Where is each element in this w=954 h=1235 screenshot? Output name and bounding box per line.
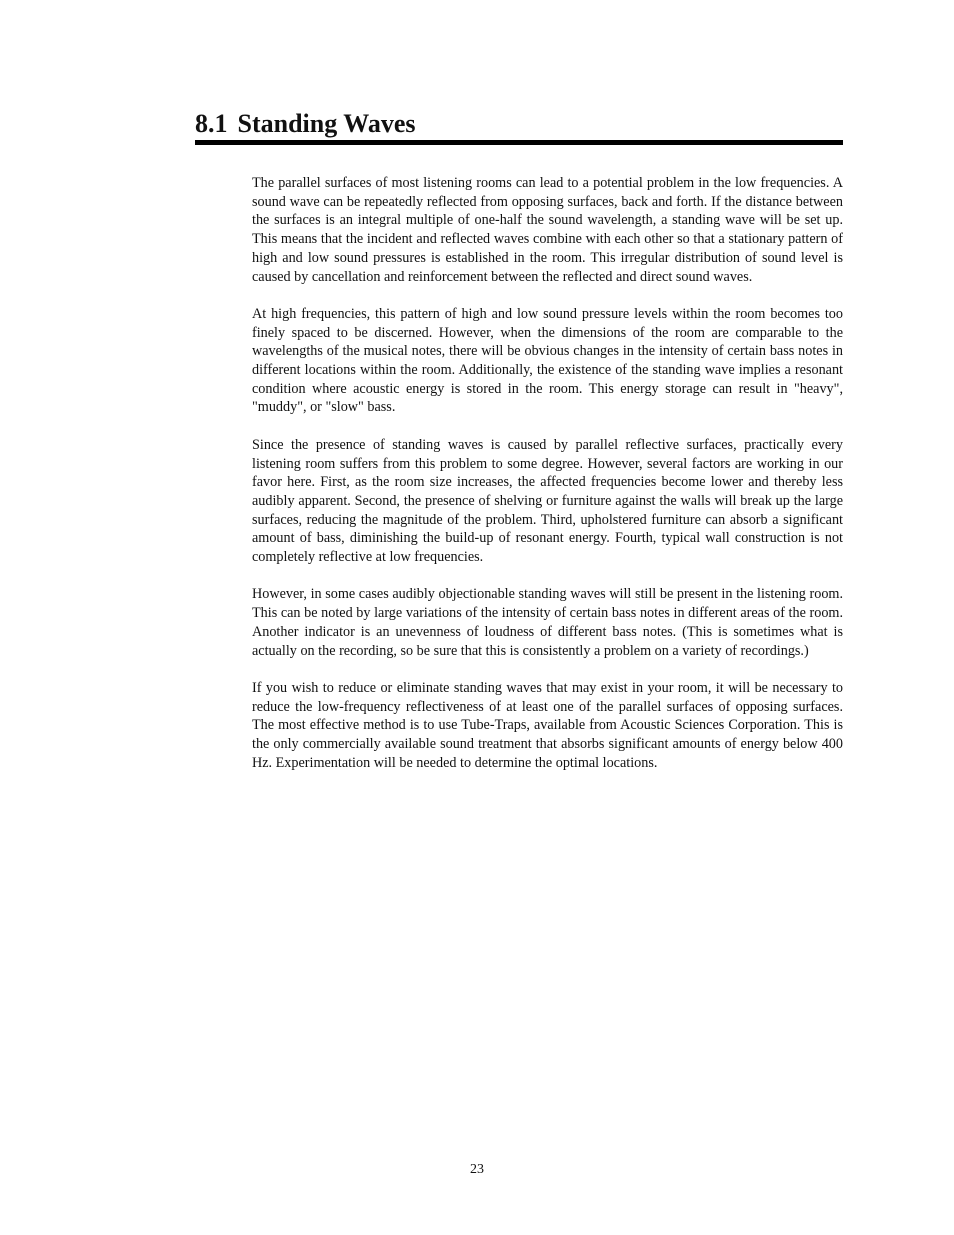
section-header — [195, 108, 843, 145]
paragraph: The parallel surfaces of most listening rooms can lead to a potential problem in the low frequencies. A sound wave can be repeatedly reflected from opposing surfaces, back and forth. If the distance between the surfaces is an integral multiple of one-half the sound wavelength, a standing wave will be set up. This means that the incident and reflected waves combine with each other so that a stationary pattern of high and low sound pressures is established in the room. This irregular distribution of sound level is caused by cancellation and reinforcement between the reflected and direct sound waves. — [252, 175, 843, 285]
paragraph: However, in some cases audibly objectionable standing waves will still be present in the listening room. This can be noted by large variations of the intensity of certain bass notes in different areas of the room. Another indicator is an unevenness of loudness of different bass notes. (This is sometimes what is actually on the recording, so be sure that this is consistently a problem on a variety of recordings.) — [252, 586, 843, 659]
paragraph: Since the presence of standing waves is caused by parallel reflective surfaces, practically every listening room suffers from this problem to some degree. However, several factors are working in our favor here. First, as the room size increases, the affected frequencies become lower and thereby less audibly apparent. Second, the presence of shelving or furniture against the walls will break up the large surfaces, reducing the magnitude of the problem. Third, upholstered furniture can absorb a significant amount of bass, diminishing the build-up of resonant energy. Fourth, typical wall construction is not completely reflective at low frequencies. — [252, 436, 843, 566]
body-text — [252, 174, 843, 791]
heading-rule — [195, 140, 843, 145]
section-number: 8.1 — [195, 109, 228, 138]
paragraph: At high frequencies, this pattern of high and low sound pressure levels within the room becomes too finely spaced to be discerned. However, when the dimensions of the room are comparable to the wavelengths of the musical notes, there will be obvious changes in the intensity of certain bass notes in different locations within the room. Additionally, the existence of the standing wave implies a resonant condition where acoustic energy is stored in the room. This energy storage can result in "heavy", "muddy", or "slow" bass. — [252, 305, 843, 416]
paragraph: If you wish to reduce or eliminate standing waves that may exist in your room, it will be necessary to reduce the low-frequency reflectiveness of at least one of the parallel surfaces of opposing surfaces. The most effective method is to use Tube-Traps, available from Acoustic Sciences Corporation. This is the only commercially available sound treatment that absorbs significant amounts of energy below 400 Hz. Experimentation will be needed to determine the optimal locations. — [252, 679, 843, 771]
page-number: 23 — [470, 1162, 484, 1177]
section-title-text: Standing Waves — [237, 109, 416, 138]
section-heading — [195, 108, 843, 140]
